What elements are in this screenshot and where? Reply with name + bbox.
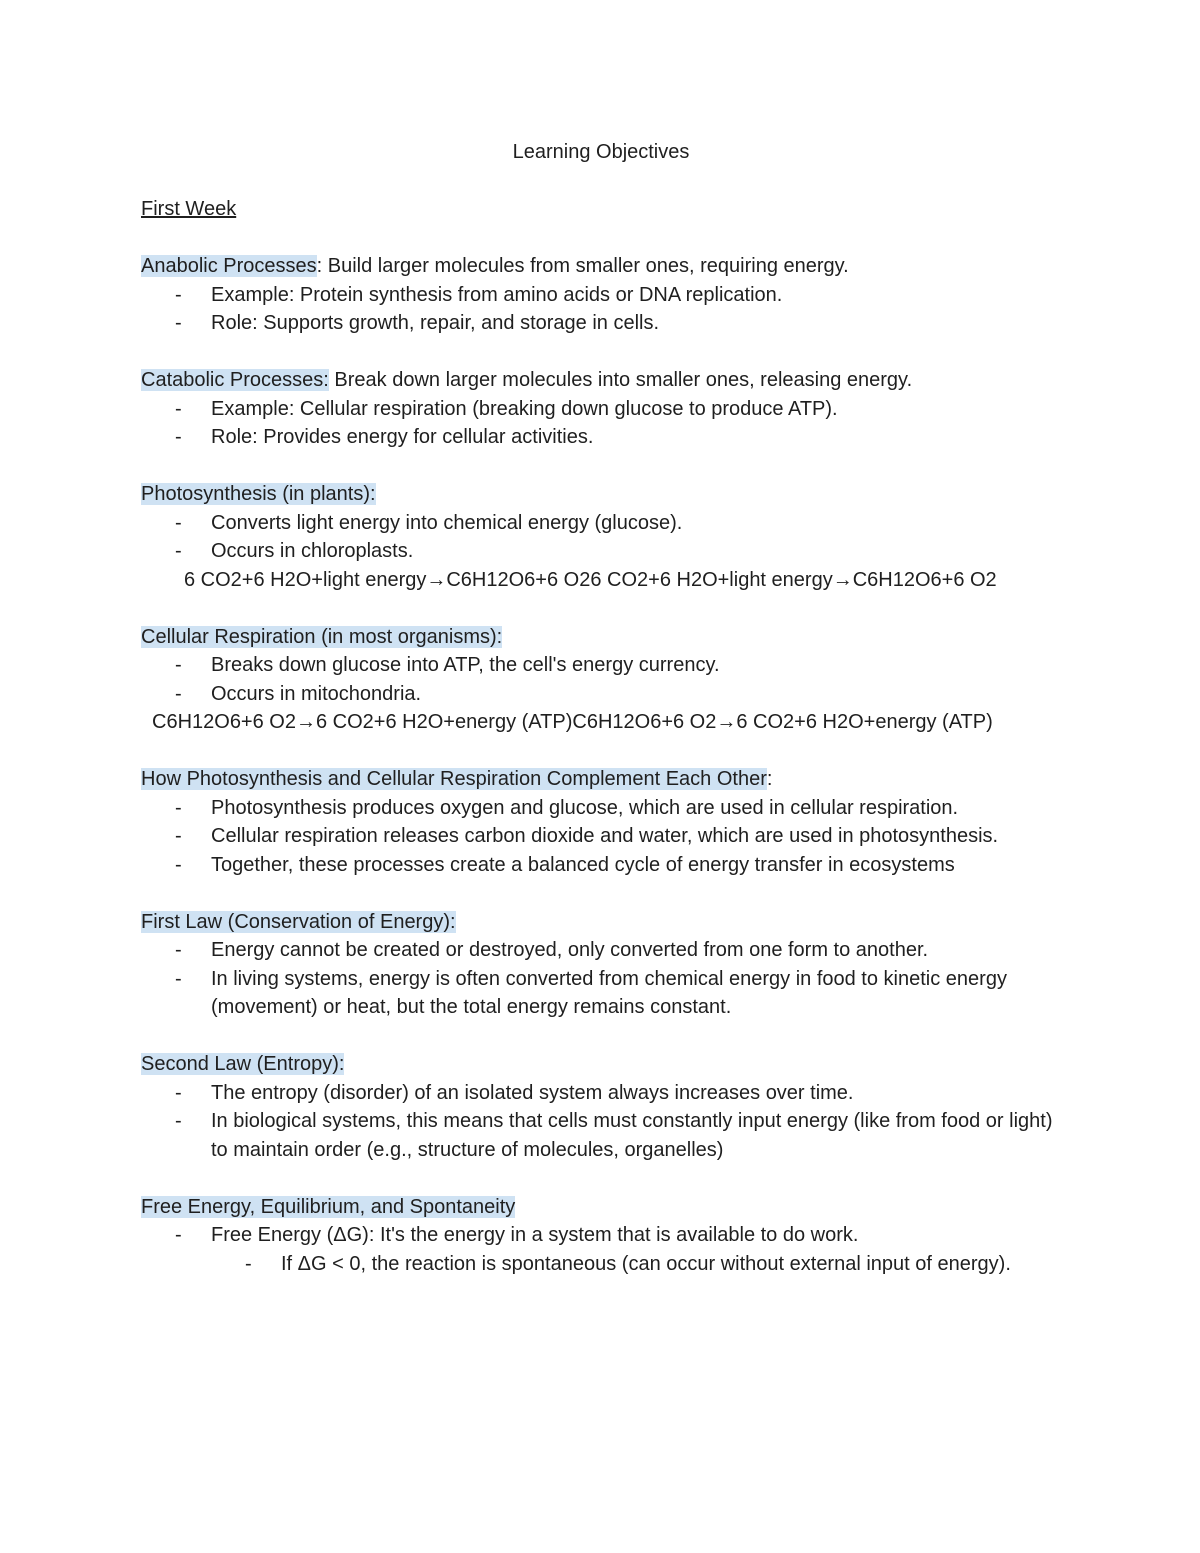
section-heading-line (141, 366, 1061, 395)
respiration-equation: C6H12O6+6 O2→6 CO2+6 H2O+energy (ATP)C6H12O6+6 O2→6 CO2+6 H2O+energy (ATP) (152, 711, 993, 733)
photosynthesis-equation: 6 CO2+6 H2O+light energy→C6H12O6+6 O26 CO2+6 H2O+light energy→C6H12O6+6 O2 (184, 568, 997, 591)
bullet-item: - In living systems, energy is often converted from chemical energy in food to kinetic energy (movement) or heat, but the total energy remains constant. (211, 965, 1061, 1022)
section-catabolic (141, 366, 1061, 452)
bullet-list (141, 936, 1061, 1022)
section-description: : Build larger molecules from smaller ones, requiring energy. (316, 255, 849, 277)
section-heading-line (141, 1193, 1061, 1222)
section-heading-line (141, 1050, 1061, 1079)
bullet-item: - In biological systems, this means that cells must constantly input energy (like from food or light) to maintain order (e.g., structure of molecules, organelles) (211, 1107, 1061, 1164)
spacer (141, 879, 1061, 908)
spacer (141, 1164, 1061, 1193)
section-heading: Second Law (Entropy): (141, 1053, 345, 1075)
bullet-list (141, 794, 1061, 880)
bullet-list (141, 509, 1061, 566)
bullet-item: - Cellular respiration releases carbon dioxide and water, which are used in photosynthesis. (211, 822, 1061, 851)
section-first-law (141, 908, 1061, 1022)
spacer (141, 737, 1061, 766)
bullet-list (141, 281, 1061, 338)
spacer (141, 224, 1061, 253)
bullet-item: - Example: Cellular respiration (breaking down glucose to produce ATP). (211, 395, 1061, 424)
section-anabolic (141, 252, 1061, 338)
section-heading: Catabolic Processes: (141, 369, 329, 391)
section-second-law (141, 1050, 1061, 1164)
section-heading: Free Energy, Equilibrium, and Spontaneity (141, 1195, 516, 1218)
section-complement (141, 765, 1061, 879)
document-page (141, 138, 1061, 1278)
spacer (141, 1022, 1061, 1051)
spacer (141, 167, 1061, 196)
bullet-item: - Energy cannot be created or destroyed, only converted from one form to another. (211, 936, 1061, 965)
sub-bullet-list (211, 1250, 1061, 1279)
section-heading: First Law (Conservation of Energy): (141, 910, 456, 933)
section-heading-line (141, 765, 1061, 794)
section-heading: Anabolic Processes (141, 255, 317, 277)
bullet-list (141, 651, 1061, 708)
section-heading-line (141, 908, 1061, 937)
bullet-item (211, 1221, 1061, 1278)
section-description: : (766, 768, 773, 790)
spacer (141, 452, 1061, 481)
bullet-item: - Occurs in chloroplasts. (211, 537, 1061, 566)
bullet-list (141, 1221, 1061, 1278)
spacer (141, 594, 1061, 623)
bullet-list (141, 395, 1061, 452)
bullet-text: Free Energy (ΔG): It's the energy in a system that is available to do work. (211, 1224, 859, 1246)
section-heading: Photosynthesis (in plants): (141, 483, 376, 505)
section-heading: Cellular Respiration (in most organisms): (141, 625, 503, 648)
document-title: Learning Objectives (512, 141, 690, 163)
bullet-item: - Example: Protein synthesis from amino acids or DNA replication. (211, 281, 1061, 310)
sub-bullet-item: - If ΔG < 0, the reaction is spontaneous (can occur without external input of energy). (281, 1250, 1061, 1279)
spacer (141, 338, 1061, 367)
bullet-item: - Breaks down glucose into ATP, the cell's energy currency. (211, 651, 1061, 680)
bullet-item: - Role: Supports growth, repair, and storage in cells. (211, 309, 1061, 338)
section-cellular-respiration (141, 623, 1061, 737)
bullet-item: - Together, these processes create a balanced cycle of energy transfer in ecosystems (211, 851, 1061, 880)
section-free-energy (141, 1193, 1061, 1279)
section-heading-line (141, 623, 1061, 652)
bullet-item: - The entropy (disorder) of an isolated system always increases over time. (211, 1079, 1061, 1108)
section-photosynthesis (141, 480, 1061, 594)
section-heading-line (141, 252, 1061, 281)
bullet-item: - Role: Provides energy for cellular activities. (211, 423, 1061, 452)
section-heading: How Photosynthesis and Cellular Respiration Complement Each Other (141, 768, 767, 790)
section-description: Break down larger molecules into smaller ones, releasing energy. (328, 369, 913, 391)
bullet-list (141, 1079, 1061, 1165)
week-heading: First Week (141, 198, 237, 220)
bullet-item: - Occurs in mitochondria. (211, 680, 1061, 709)
bullet-item: - Converts light energy into chemical energy (glucose). (211, 509, 1061, 538)
section-heading-line (141, 480, 1061, 509)
bullet-item: - Photosynthesis produces oxygen and glucose, which are used in cellular respiration. (211, 794, 1061, 823)
